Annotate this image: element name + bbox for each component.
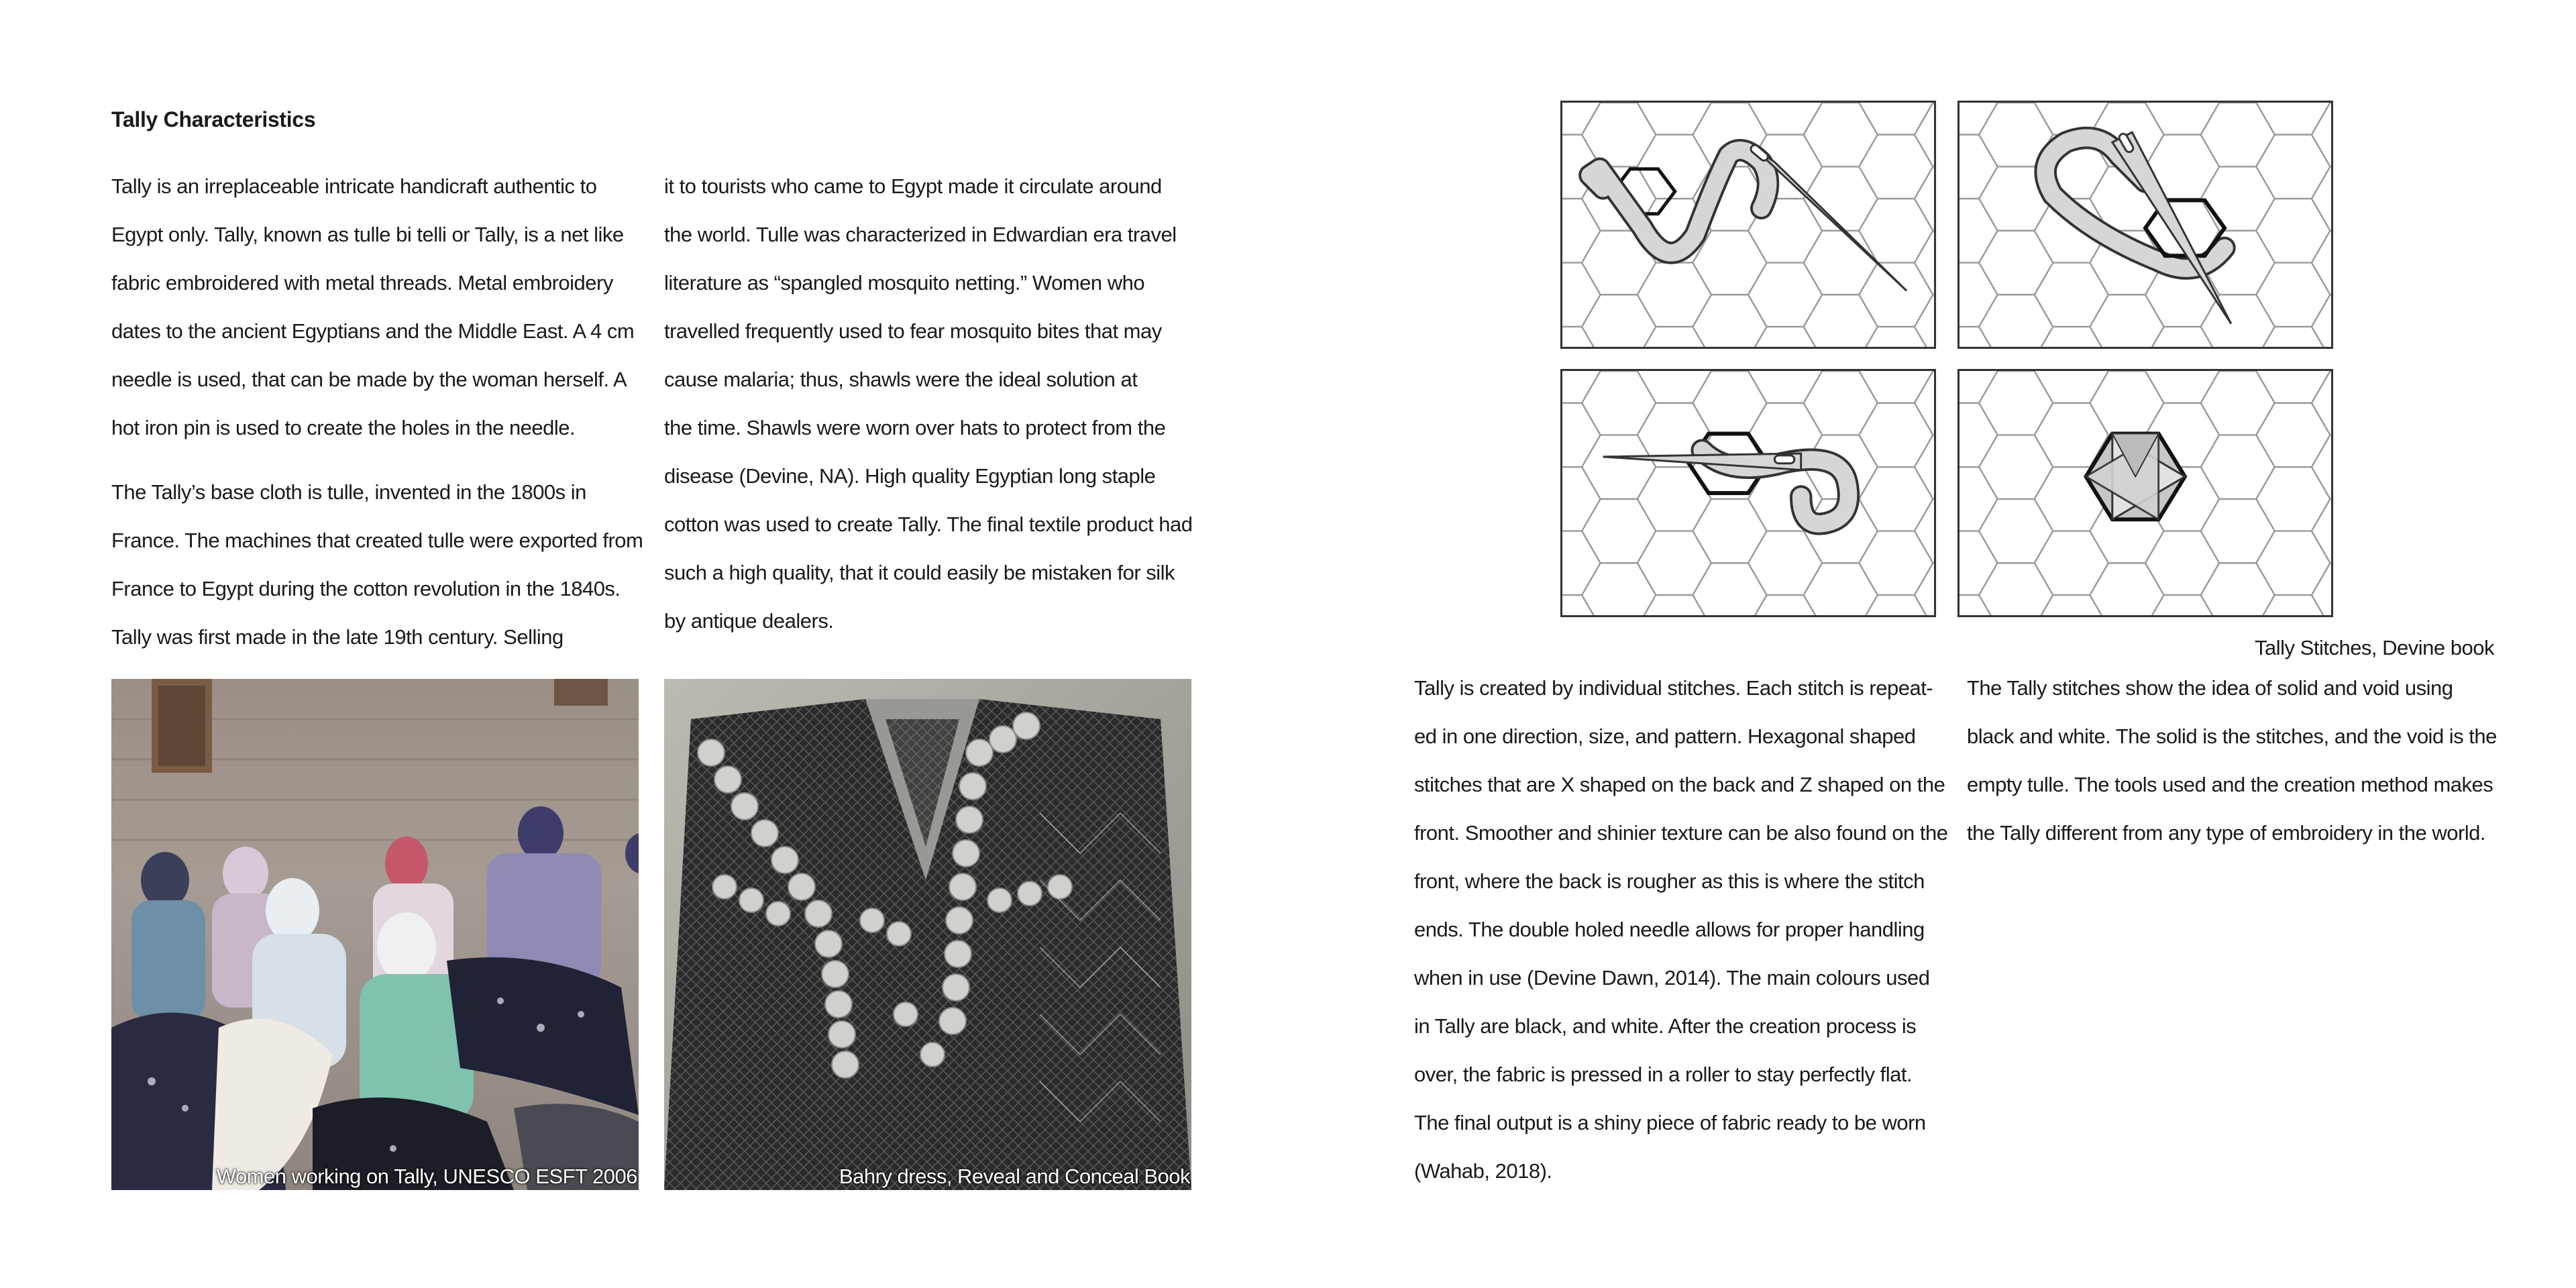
figure-caption: Tally Stitches, Devine book [2255,636,2494,659]
right-col1-para [1414,664,1947,1195]
text-line: by antique dealers. [664,609,834,633]
text-line: front. Smoother and shinier texture can be also found on the [1414,821,1948,845]
text-line: travelled frequently used to fear mosquito bites that may [664,319,1162,343]
text-line: dates to the ancient Egyptians and the Middle East. A 4 cm [111,319,635,343]
text-line: such a high quality, that it could easily be mistaken for silk [664,561,1175,584]
text-line: it to tourists who came to Egypt made it circulate around [664,174,1162,198]
left-col2-para [664,162,1193,645]
text-line: literature as “spangled mosquito netting.” Women who [664,271,1145,294]
text-line: Egypt only. Tally, known as tulle bi telli or Tally, is a net like [111,223,624,246]
stitch-diagram-4 [1957,369,2333,617]
text-line: ed in one direction, size, and pattern. Hexagonal shaped [1414,724,1916,748]
right-col2-para [1967,664,2497,857]
text-line: cause malaria; thus, shawls were the ideal solution at [664,368,1138,391]
left-col1-para1 [111,162,634,452]
left-col1-para2 [111,468,643,661]
text-line: Tally was first made in the late 19th century. Selling [111,625,564,649]
text-line: Tally is created by individual stitches. Each stitch is repeat- [1414,676,1933,700]
text-line: front, where the back is rougher as this is where the stitch [1414,869,1925,893]
text-line: disease (Devine, NA). High quality Egyptian long staple [664,464,1156,488]
text-line: The final output is a shiny piece of fabric ready to be worn [1414,1111,1926,1134]
text-line: France to Egypt during the cotton revolution in the 1840s. [111,577,621,600]
photo-bahry-dress [664,679,1191,1190]
text-line: in Tally are black, and white. After the creation process is [1414,1014,1917,1038]
photo2-caption: Bahry dress, Reveal and Conceal Book [839,1165,1190,1188]
text-line: fabric embroidered with metal threads. Metal embroidery [111,271,613,294]
text-line: when in use (Devine Dawn, 2014). The main colours used [1414,966,1930,989]
text-line: stitches that are X shaped on the back and Z shaped on the [1414,773,1945,796]
text-line: The Tally’s base cloth is tulle, invented in the 1800s in [111,480,586,504]
stitch-diagram-1 [1560,101,1936,349]
text-line: the time. Shawls were worn over hats to protect from the [664,416,1166,439]
stitch-diagram-3 [1560,369,1936,617]
text-line: black and white. The solid is the stitches, and the void is the [1967,724,2497,748]
text-line: the world. Tulle was characterized in Edwardian era travel [664,223,1177,246]
text-line: the Tally different from any type of embroidery in the world. [1967,821,2486,845]
text-line: cotton was used to create Tally. The final textile product had [664,513,1193,536]
photo1-caption: Women working on Tally, UNESCO ESFT 2006 [216,1165,637,1188]
text-line: needle is used, that can be made by the woman herself. A [111,368,627,391]
section-heading: Tally Characteristics [111,107,316,131]
stitch-diagram-2 [1957,101,2333,349]
text-line: (Wahab, 2018). [1414,1159,1552,1183]
text-line: over, the fabric is pressed in a roller to stay perfectly flat. [1414,1063,1913,1086]
text-line: hot iron pin is used to create the holes in the needle. [111,416,576,439]
text-line: The Tally stitches show the idea of solid and void using [1967,676,2453,700]
text-line: empty tulle. The tools used and the creation method makes [1967,773,2493,796]
text-line: France. The machines that created tulle were exported from [111,529,643,552]
text-line: ends. The double holed needle allows for proper handling [1414,918,1925,941]
text-line: Tally is an irreplaceable intricate handicraft authentic to [111,174,597,198]
photo-women-working [111,679,639,1190]
